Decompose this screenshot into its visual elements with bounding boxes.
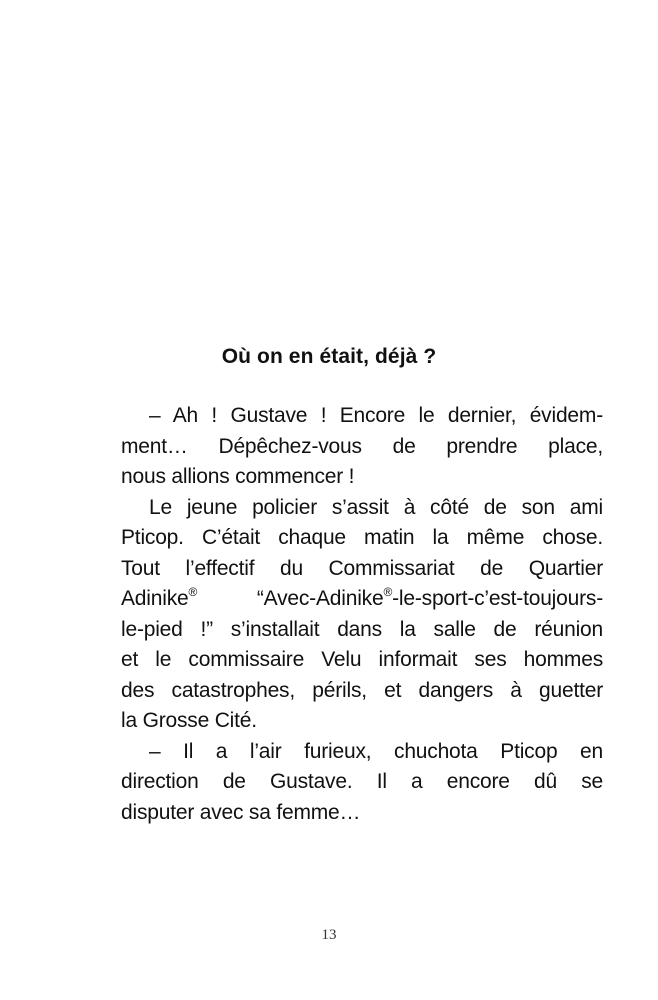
paragraph-1 xyxy=(121,401,603,493)
page-number: 13 xyxy=(321,927,337,943)
text-line: la Grosse Cité. xyxy=(121,709,257,732)
registered-mark: ® xyxy=(188,585,198,599)
text-fragment: -le-sport-c’est-toujours- xyxy=(392,587,603,610)
paragraph-2 xyxy=(121,493,603,737)
text-line: ment… Dépêchez-vous de prendre place, xyxy=(121,434,603,458)
text-line: disputer avec sa femme… xyxy=(121,800,361,824)
text-line: Pticop. C’était chaque matin la même chose. xyxy=(121,526,603,549)
text-line: des catastrophes, périls, et dangers à guetter xyxy=(121,678,603,702)
text-line: le-pied !” s’installait dans la salle de réunion xyxy=(121,617,603,641)
body-text xyxy=(121,401,603,828)
text-line: direction de Gustave. Il a encore dû se xyxy=(121,770,603,793)
chapter-title: Où on en était, déjà ? xyxy=(221,345,437,368)
registered-mark: ® xyxy=(383,585,393,599)
paragraph-3 xyxy=(121,737,603,829)
text-line: – Il a l’air furieux, chuchota Pticop en xyxy=(149,739,603,763)
text-line: Tout l’effectif du Commissariat de Quartier xyxy=(121,556,603,580)
text-fragment: Adinike xyxy=(121,587,189,610)
text-line-with-trademarks xyxy=(121,584,603,615)
text-line: Le jeune policier s’assit à côté de son ami xyxy=(149,495,603,519)
text-line: nous allions commencer ! xyxy=(121,465,355,488)
text-line: et le commissaire Velu informait ses hommes xyxy=(121,648,603,671)
text-line: – Ah ! Gustave ! Encore le dernier, évidem- xyxy=(149,404,603,427)
text-fragment: “Avec-Adinike xyxy=(197,587,384,610)
